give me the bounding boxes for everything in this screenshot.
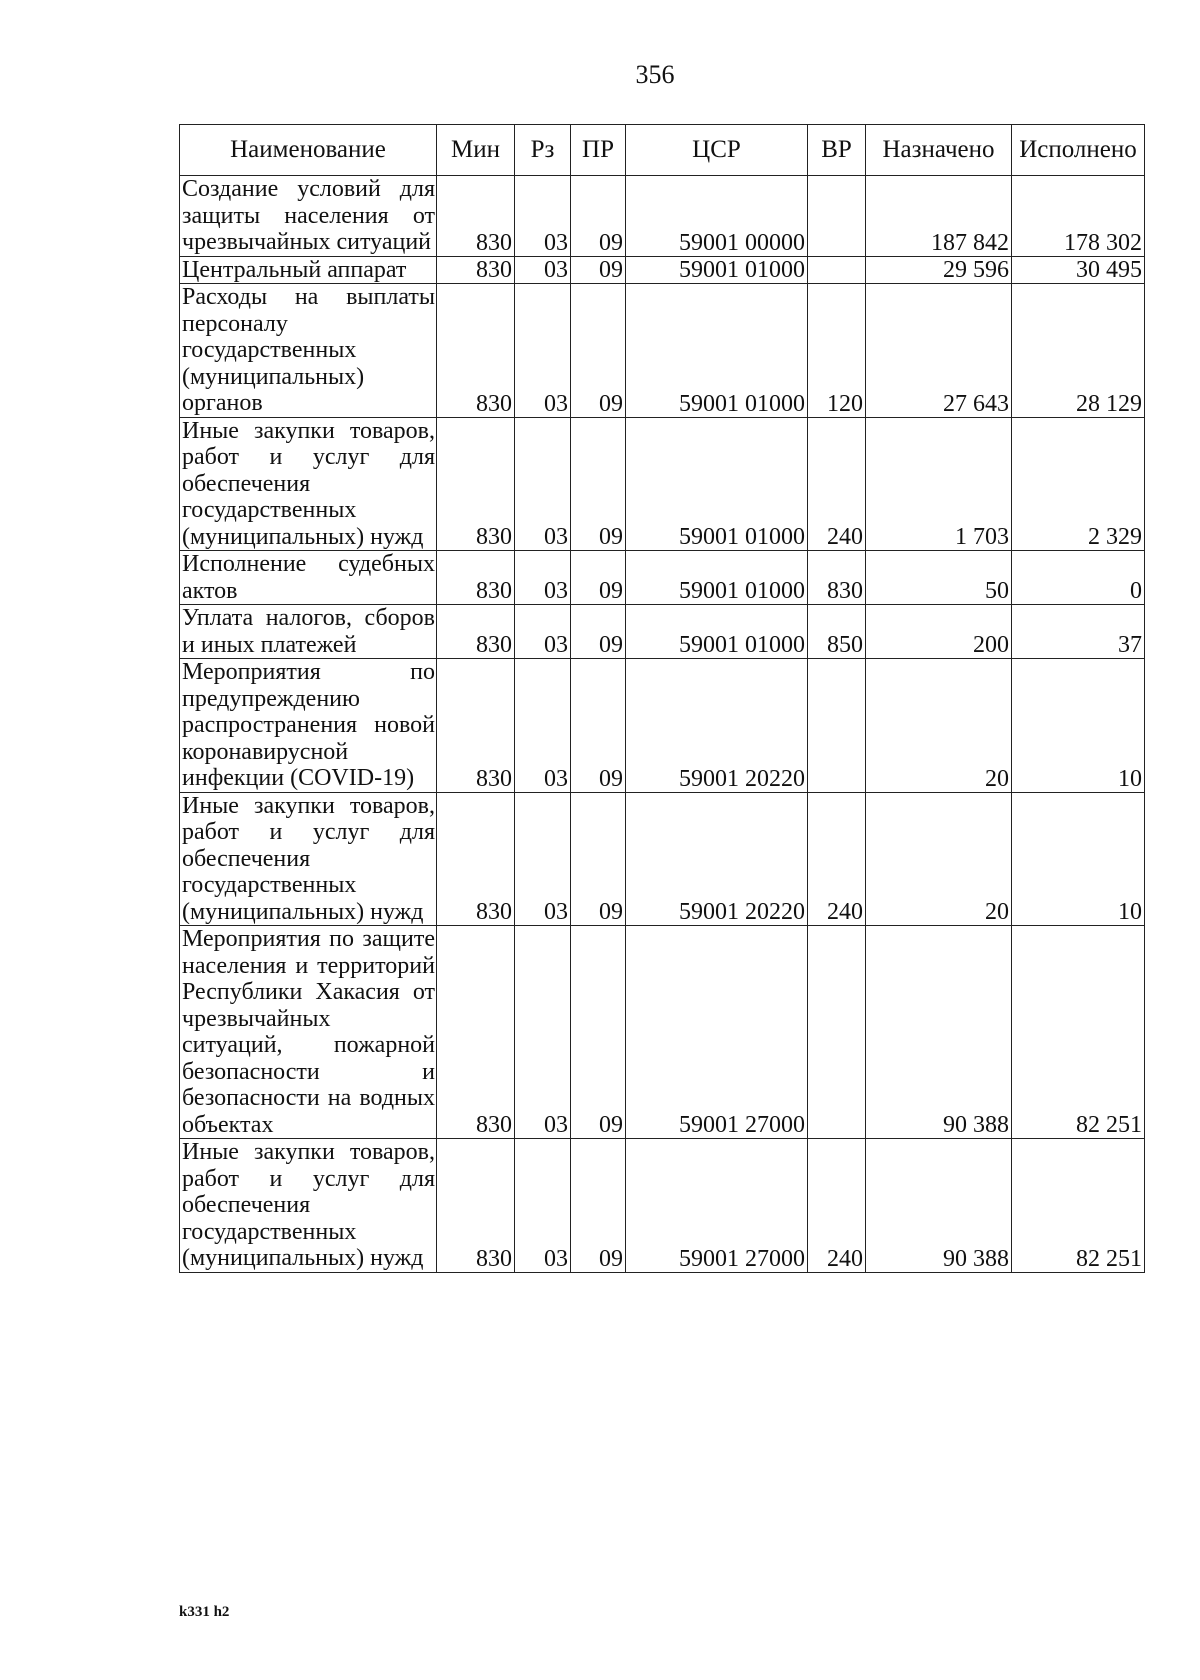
row-csr: 59001 20220 [626, 659, 808, 793]
row-planned: 20 [866, 792, 1012, 926]
row-executed: 37 [1012, 605, 1145, 659]
row-executed: 10 [1012, 659, 1145, 793]
header-planned: Назначено [866, 125, 1012, 176]
table-row [180, 605, 1145, 659]
table-row [180, 792, 1145, 926]
row-rz: 03 [515, 659, 571, 793]
row-rz: 03 [515, 1139, 571, 1273]
row-vr [808, 659, 866, 793]
header-csr: ЦСР [626, 125, 808, 176]
table-row [180, 256, 1145, 284]
row-pr: 09 [571, 659, 626, 793]
row-name: Мероприятия по предупреждению распространения новой коронавирусной инфекции (COVID-19) [180, 659, 437, 793]
row-csr: 59001 01000 [626, 417, 808, 551]
row-pr: 09 [571, 792, 626, 926]
row-vr: 830 [808, 551, 866, 605]
page-number: 356 [635, 60, 675, 89]
row-rz: 03 [515, 284, 571, 418]
row-planned: 50 [866, 551, 1012, 605]
row-pr: 09 [571, 551, 626, 605]
row-pr: 09 [571, 284, 626, 418]
row-csr: 59001 01000 [626, 284, 808, 418]
header-min: Мин [437, 125, 515, 176]
header-executed: Исполнено [1012, 125, 1145, 176]
row-executed: 82 251 [1012, 926, 1145, 1139]
row-name: Мероприятия по защите населения и территорий Республики Хакасия от чрезвычайных ситуаций, пожарной безопасности и безопасности на водных объектах [180, 926, 437, 1139]
footer-code: k331 h2 [179, 1604, 230, 1620]
row-pr: 09 [571, 256, 626, 284]
row-name: Исполнение судебных актов [180, 551, 437, 605]
row-executed: 10 [1012, 792, 1145, 926]
row-min: 830 [437, 926, 515, 1139]
row-planned: 187 842 [866, 176, 1012, 257]
budget-table [179, 124, 1145, 1273]
table-row [180, 176, 1145, 257]
row-vr: 240 [808, 1139, 866, 1273]
row-min: 830 [437, 792, 515, 926]
row-executed: 0 [1012, 551, 1145, 605]
row-executed: 28 129 [1012, 284, 1145, 418]
row-pr: 09 [571, 176, 626, 257]
row-min: 830 [437, 176, 515, 257]
row-rz: 03 [515, 926, 571, 1139]
row-vr: 240 [808, 792, 866, 926]
row-executed: 178 302 [1012, 176, 1145, 257]
table-row [180, 284, 1145, 418]
row-pr: 09 [571, 1139, 626, 1273]
row-planned: 20 [866, 659, 1012, 793]
table-row [180, 551, 1145, 605]
row-planned: 90 388 [866, 926, 1012, 1139]
row-name: Иные закупки товаров, работ и услуг для обеспечения государственных (муниципальных) нужд [180, 1139, 437, 1273]
row-min: 830 [437, 551, 515, 605]
header-pr: ПР [571, 125, 626, 176]
row-min: 830 [437, 284, 515, 418]
row-executed: 30 495 [1012, 256, 1145, 284]
row-executed: 82 251 [1012, 1139, 1145, 1273]
row-vr [808, 256, 866, 284]
row-csr: 59001 20220 [626, 792, 808, 926]
row-planned: 200 [866, 605, 1012, 659]
row-pr: 09 [571, 417, 626, 551]
row-planned: 1 703 [866, 417, 1012, 551]
table-row [180, 659, 1145, 793]
table-row [180, 926, 1145, 1139]
row-csr: 59001 27000 [626, 926, 808, 1139]
header-rz: Рз [515, 125, 571, 176]
row-rz: 03 [515, 605, 571, 659]
row-rz: 03 [515, 417, 571, 551]
row-csr: 59001 01000 [626, 605, 808, 659]
row-vr: 850 [808, 605, 866, 659]
row-planned: 90 388 [866, 1139, 1012, 1273]
row-name: Создание условий для защиты населения от чрезвычайных ситуаций [180, 176, 437, 257]
row-min: 830 [437, 256, 515, 284]
row-min: 830 [437, 605, 515, 659]
row-min: 830 [437, 1139, 515, 1273]
row-planned: 29 596 [866, 256, 1012, 284]
row-csr: 59001 01000 [626, 551, 808, 605]
header-vr: ВР [808, 125, 866, 176]
row-name: Уплата налогов, сборов и иных платежей [180, 605, 437, 659]
row-csr: 59001 27000 [626, 1139, 808, 1273]
row-rz: 03 [515, 176, 571, 257]
row-csr: 59001 01000 [626, 256, 808, 284]
row-name: Иные закупки товаров, работ и услуг для обеспечения государственных (муниципальных) нужд [180, 417, 437, 551]
row-vr [808, 176, 866, 257]
row-rz: 03 [515, 792, 571, 926]
table-row [180, 1139, 1145, 1273]
row-executed: 2 329 [1012, 417, 1145, 551]
row-rz: 03 [515, 256, 571, 284]
row-name: Расходы на выплаты персоналу государственных (муниципальных) органов [180, 284, 437, 418]
header-name: Наименование [180, 125, 437, 176]
row-rz: 03 [515, 551, 571, 605]
table-header-row [180, 125, 1145, 176]
row-pr: 09 [571, 926, 626, 1139]
table-row [180, 417, 1145, 551]
row-vr: 240 [808, 417, 866, 551]
row-csr: 59001 00000 [626, 176, 808, 257]
row-vr [808, 926, 866, 1139]
row-name: Центральный аппарат [180, 256, 437, 284]
row-min: 830 [437, 417, 515, 551]
row-name: Иные закупки товаров, работ и услуг для обеспечения государственных (муниципальных) нужд [180, 792, 437, 926]
row-min: 830 [437, 659, 515, 793]
row-pr: 09 [571, 605, 626, 659]
row-vr: 120 [808, 284, 866, 418]
row-planned: 27 643 [866, 284, 1012, 418]
